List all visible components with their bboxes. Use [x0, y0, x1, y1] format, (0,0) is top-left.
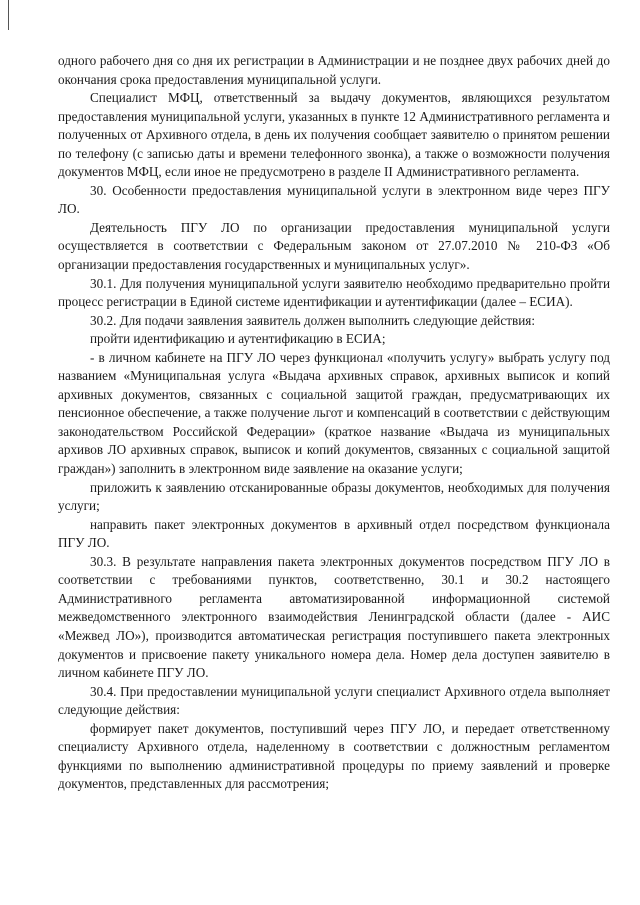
paragraph-30-1: 30.1. Для получения муниципальной услуги заявителю необходимо предварительно пройти процесс регистрации в Единой системе идентификации и аутентификации (далее – ЕСИА). [58, 275, 610, 310]
paragraph-send-package: направить пакет электронных документов в архивный отдел посредством функционала ПГУ ЛО. [58, 516, 610, 551]
paragraph-select-service: - в личном кабинете на ПГУ ЛО через функционал «получить услугу» выбрать услугу под названием «Муниципальная услуга «Выдача архивных справок, архивных выписок и копий архивных документов, связанных с социальной защитой граждан, предусматривающих их пенсионное обеспечение, а также получение льгот и компенсаций в соответствии с действующим законодательством Российской Федерации» (краткое название «Выдача из муниципальных архивов ЛО архивных справок, выписок и копий документов, связанных с социальной защитой граждан») заполнить в электронном виде заявление на оказание услуги; [58, 349, 610, 477]
paragraph-30-2: 30.2. Для подачи заявления заявитель должен выполнить следующие действия: [90, 312, 535, 328]
paragraph-mfc-specialist: Специалист МФЦ, ответственный за выдачу документов, являющихся результатом предоставления муниципальной услуги, указанных в пункте 12 Административного регламента и полученных от Архивного отдела, в день их получения сообщает заявителю о принятом решении по телефону (с записью даты и времени телефонного звонка), а также о возможности получения документов МФЦ, если иное не предусмотрено в разделе II Административного регламента. [58, 90, 610, 180]
paragraph-attach-docs: приложить к заявлению отсканированные образы документов, необходимых для получения услуги; [58, 479, 610, 514]
paragraph-30-4: 30.4. При предоставлении муниципальной услуги специалист Архивного отдела выполняет следующие действия: [58, 683, 610, 718]
paragraph-continuation: одного рабочего дня со дня их регистрации в Администрации и не позднее двух рабочих дней до окончания срока предоставления муниципальной услуги. [58, 53, 610, 87]
page-edge-mark [8, 0, 9, 30]
paragraph-forms-package: формирует пакет документов, поступивший через ПГУ ЛО, и передает ответственному специалисту Архивного отдела, наделенному в соответствии с должностным регламентом функциями по выполнению административной процедуры по приему заявлений и проверке документов, представленных для рассмотрения; [58, 720, 610, 792]
paragraph-pgu-activity: Деятельность ПГУ ЛО по организации предоставления муниципальной услуги осуществляется в соответствии с Федеральным законом от 27.07.2010 № 210-ФЗ «Об организации предоставления государственных и муниципальных услуг». [58, 219, 610, 273]
paragraph-section-30-heading: 30. Особенности предоставления муниципальной услуги в электронном виде через ПГУ ЛО. [58, 182, 610, 217]
document-body [58, 52, 610, 794]
paragraph-30-3: 30.3. В результате направления пакета электронных документов посредством ПГУ ЛО в соответствии с требованиями пунктов, соответственно, 30.1 и 30.2 настоящего Административного регламента автоматизированной информационной системой межведомственного электронного взаимодействия Ленинградской области (далее - АИС «Межвед ЛО»), производится автоматическая регистрация поступившего пакета электронных документов и присвоение пакету уникального номера дела. Номер дела доступен заявителю в личном кабинете ПГУ ЛО. [58, 553, 610, 681]
paragraph-esia-auth: пройти идентификацию и аутентификацию в ЕСИА; [90, 331, 386, 347]
